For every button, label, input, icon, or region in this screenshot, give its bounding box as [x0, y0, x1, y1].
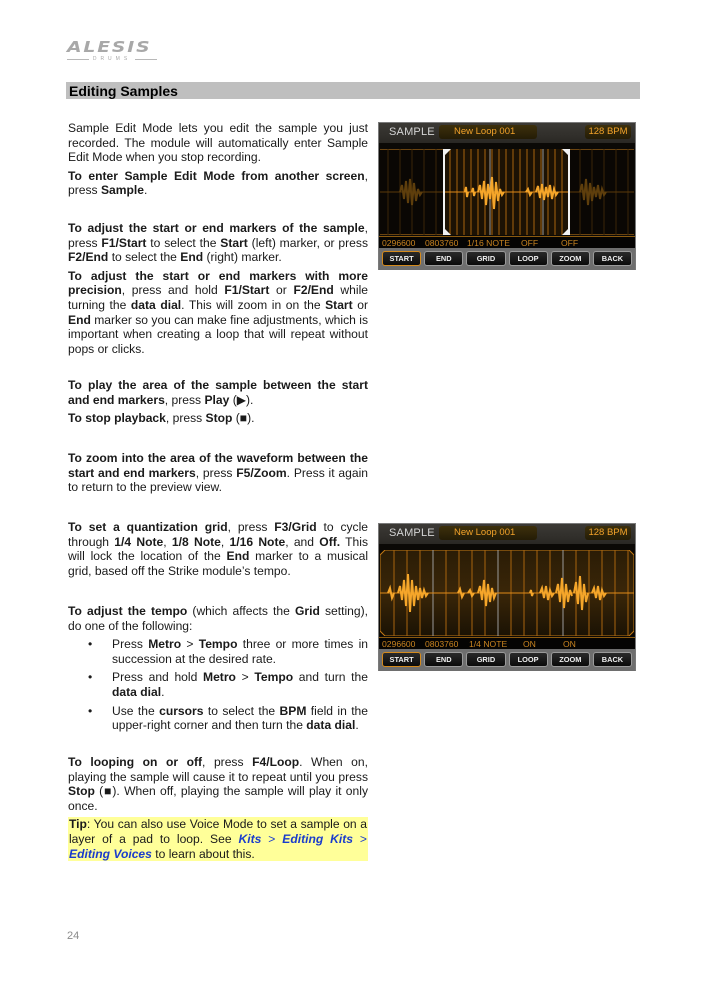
- f5-zoom-button[interactable]: ZOOM: [551, 652, 590, 667]
- f3-grid-button[interactable]: GRID: [466, 652, 505, 667]
- divider: [135, 59, 157, 60]
- f2-end-button[interactable]: END: [424, 652, 463, 667]
- page-number: 24: [67, 930, 80, 942]
- section-title: Editing Samples: [69, 83, 178, 99]
- mode-label: SAMPLE: [389, 126, 435, 138]
- start-position: 0296600: [382, 238, 416, 248]
- tip-callout: Tip: You can also use Voice Mode to set a sample on a layer of a pad to loop. See Kits > Editing Kits > Editing Voices to learn about this.: [69, 817, 367, 861]
- link-kits[interactable]: Kits: [238, 831, 262, 846]
- logo-subtitle: [67, 56, 157, 62]
- grid-paragraph: To set a quantization grid, press F3/Grid to cycle through 1/4 Note, 1/8 Note, 1/16 Note, and Off. This will lock the location of the End marker to a musical grid, based off the Strike module’s tempo.: [68, 520, 369, 578]
- list-item: • Press Metro > Tempo three or more times in succession at the desired rate.: [68, 637, 368, 666]
- grid-block: [68, 520, 368, 582]
- f3-grid-button[interactable]: GRID: [466, 251, 505, 266]
- start-position: 0296600: [382, 639, 416, 649]
- logo-wordmark: ALESIS: [67, 38, 152, 56]
- tempo-paragraph: To adjust the tempo (which affects the Grid setting), do one of the following:: [68, 604, 368, 633]
- bpm-field: 128 BPM: [585, 526, 631, 540]
- end-position: 0803760: [425, 238, 459, 248]
- stop-paragraph: To stop playback, press Stop (■).: [68, 411, 255, 426]
- play-block: [68, 378, 368, 430]
- enter-mode-paragraph: To enter Sample Edit Mode from another screen, press Sample.: [68, 168, 368, 198]
- markers-block: [68, 221, 368, 360]
- divider: [67, 59, 89, 60]
- f4-loop-button[interactable]: LOOP: [509, 251, 548, 266]
- sample-name-field: New Loop 001: [439, 526, 537, 540]
- f6-back-button[interactable]: BACK: [593, 652, 632, 667]
- function-button-row: [379, 649, 635, 671]
- waveform-display: [380, 550, 634, 636]
- zoom-value: ON: [563, 639, 576, 649]
- f5-zoom-button[interactable]: ZOOM: [551, 251, 590, 266]
- f1-start-button[interactable]: START: [382, 251, 421, 266]
- grid-value: 1/4 NOTE: [469, 639, 508, 649]
- grid-value: 1/16 NOTE: [467, 238, 510, 248]
- loop-value: OFF: [521, 238, 539, 248]
- sample-name-field: New Loop 001: [439, 125, 537, 139]
- alesis-drums-logo: [67, 40, 157, 64]
- zoom-value: OFF: [561, 238, 579, 248]
- mode-label: SAMPLE: [389, 527, 435, 539]
- list-item: • Use the cursors to select the BPM field in the upper-right corner and then turn the data dial.: [68, 704, 368, 733]
- sample-edit-screen-preview: [378, 122, 636, 270]
- play-paragraph: To play the area of the sample between the start and end markers, press Play (▶).: [68, 378, 368, 407]
- f2-end-button[interactable]: END: [424, 251, 463, 266]
- f6-back-button[interactable]: BACK: [593, 251, 632, 266]
- function-button-row: [379, 248, 635, 270]
- intro-paragraph: Sample Edit Mode lets you edit the sample you just recorded. The module will automatically enter Sample Edit Mode when you stop recording.: [68, 121, 368, 165]
- sample-edit-screen-zoomed: [378, 523, 636, 671]
- zoom-paragraph: To zoom into the area of the waveform between the start and end markers, press F5/Zoom. Press it again to return to the preview view.: [68, 451, 369, 495]
- markers-paragraph: To adjust the start or end markers of the sample, press F1/Start to select the Start (left) marker, or press F2/End to select the End (right) marker.: [68, 221, 368, 265]
- tempo-block: [68, 604, 368, 737]
- loop-block: [68, 755, 368, 865]
- loop-paragraph: To looping on or off, press F4/Loop. When on, playing the sample will cause it to repeat until you press Stop (■). When off, playing the sample will play it only once.: [68, 755, 368, 813]
- link-editing-kits[interactable]: Editing Kits: [282, 831, 353, 846]
- link-editing-voices[interactable]: Editing Voices: [69, 846, 152, 861]
- waveform-display: [380, 149, 634, 235]
- f1-start-button[interactable]: START: [382, 652, 421, 667]
- list-item: • Press and hold Metro > Tempo and turn the data dial.: [68, 670, 368, 699]
- bpm-field: 128 BPM: [585, 125, 631, 139]
- logo-subtitle-text: DRUMS: [92, 56, 132, 62]
- intro-block: [68, 121, 368, 202]
- tempo-options-list: [68, 637, 368, 733]
- loop-value: ON: [523, 639, 536, 649]
- zoom-block: [68, 451, 368, 499]
- f4-loop-button[interactable]: LOOP: [509, 652, 548, 667]
- precision-paragraph: To adjust the start or end markers with more precision, press and hold F1/Start or F2/End while turning the data dial. This will zoom in on the Start or End marker so you can make fine adjustments, which is important when creating a loop that will repeat without pops or clicks.: [68, 268, 368, 356]
- end-position: 0803760: [425, 639, 459, 649]
